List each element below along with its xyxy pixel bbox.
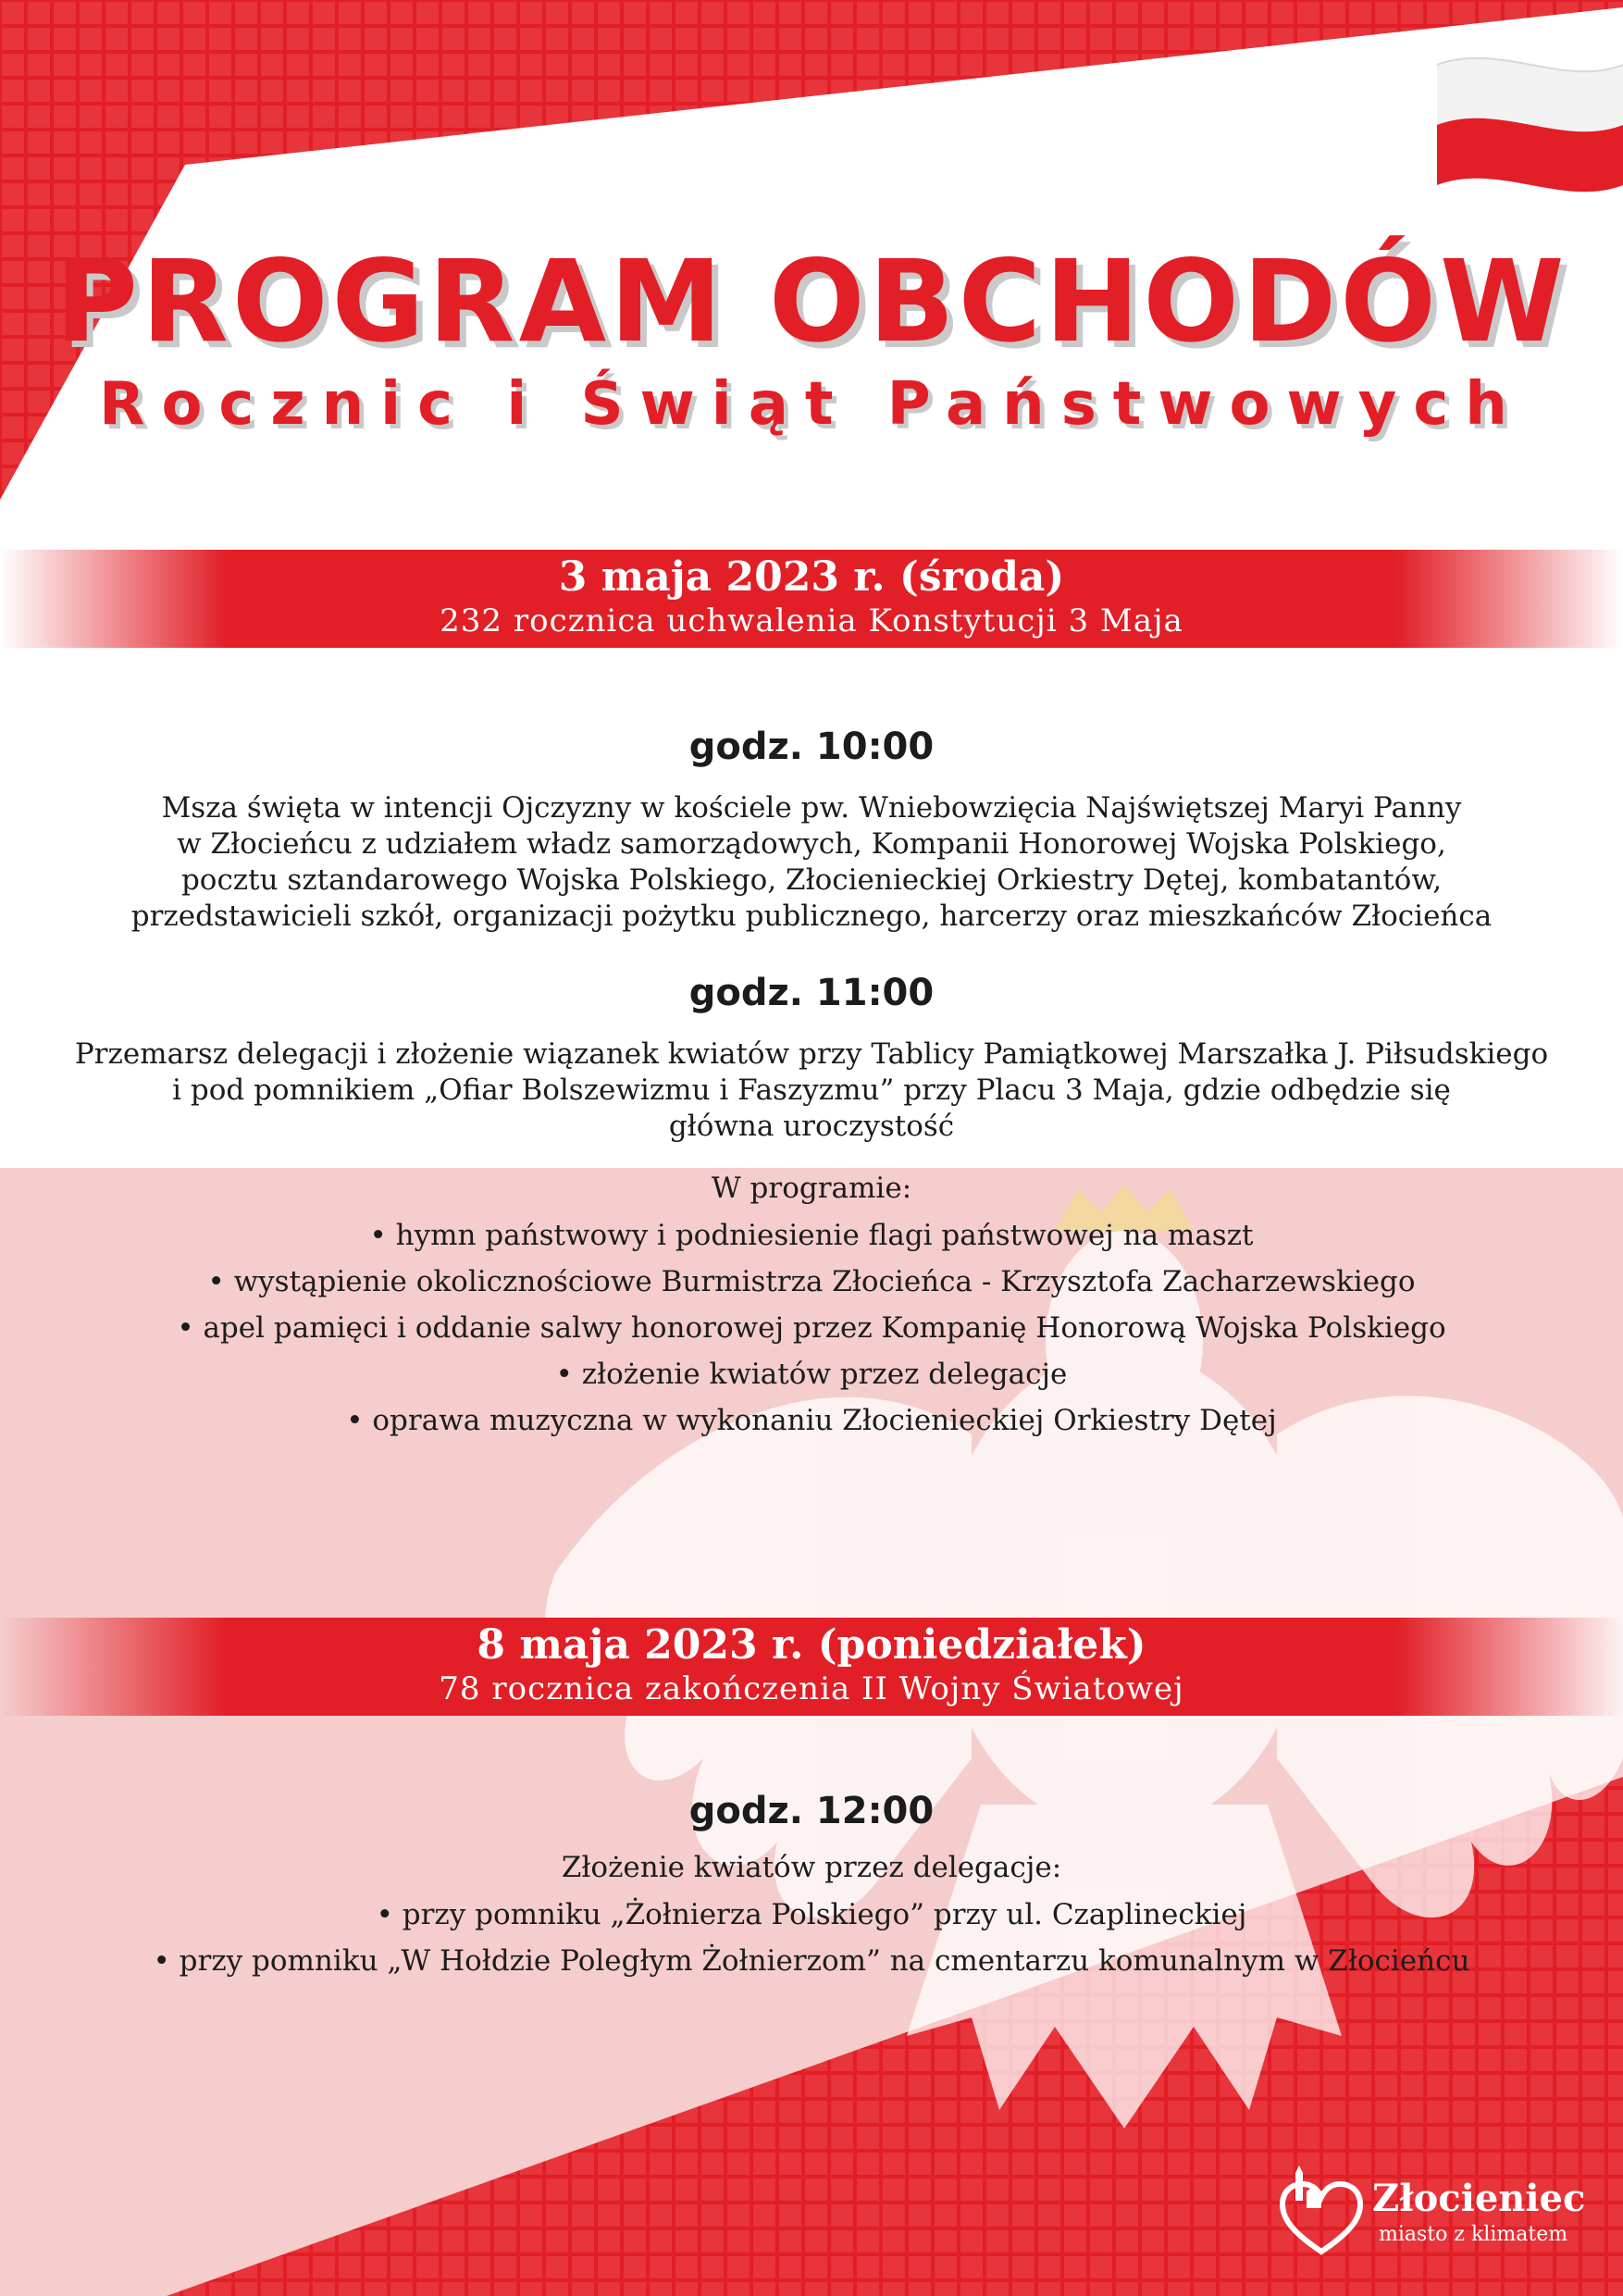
city-logo [1275, 2164, 1608, 2265]
program-item: • przy pomniku „W Hołdzie Poległym Żołnierzom” na cmentarzu komunalnym w Złocieńcu [153, 1944, 1470, 1978]
description-line: w Złocieńcu z udziałem władz samorządowych, Kompanii Honorowej Wojska Polskiego, [177, 827, 1446, 861]
heart-church-icon [1275, 2164, 1368, 2265]
event-1-banner [0, 550, 1623, 648]
event-2-list [56, 1892, 1567, 1984]
event-2-date: 8 maja 2023 r. (poniedziałek) [477, 1621, 1146, 1669]
description-line: i pod pomnikiem „Ofiar Bolszewizmu i Faszyzmu” przy Placu 3 Maja, gdzie odbędzie się [172, 1074, 1451, 1107]
program-item: • złożenie kwiatów przez delegacje [555, 1358, 1068, 1391]
program-heading: W programie: [711, 1172, 912, 1205]
program-item: • wystąpienie okolicznościowe Burmistrza Złocieńca - Krzysztofa Zacharzewskiego [207, 1265, 1416, 1298]
logo-name: Złocieniec [1372, 2177, 1586, 2220]
event-2-intro: Złożenie kwiatów przez delegacje: [561, 1851, 1062, 1884]
description-line: przedstawicieli szkół, organizacji pożytku publicznego, harcerzy oraz mieszkańców Złocieńca [130, 900, 1493, 933]
event-1-item-2 [56, 970, 1567, 1145]
event-1-program [56, 1170, 1567, 1444]
event-1-description-2 [56, 1036, 1567, 1145]
page-title: PROGRAM OBCHODÓW [55, 236, 1568, 367]
description-line: główna uroczystość [668, 1110, 955, 1143]
event-2-item [56, 1788, 1567, 1984]
event-2-time: godz. 12:00 [688, 1790, 935, 1832]
description-line: Przemarsz delegacji i złożenie wiązanek kwiatów przy Tablicy Pamiątkowej Marszałka J. Piłsudskiego [74, 1037, 1549, 1071]
event-2-occasion: 78 rocznica zakończenia II Wojny Światowej [439, 1670, 1184, 1707]
description-line: Msza święta w intencji Ojczyzny w kościele pw. Wniebowzięcia Najświętszej Maryi Panny [161, 791, 1462, 825]
program-item: • apel pamięci i oddanie salwy honorowej przez Kompanię Honorową Wojska Polskiego [177, 1311, 1446, 1345]
program-item: • oprawa muzyczna w wykonaniu Złocienieckiej Orkiestry Dętej [346, 1404, 1277, 1437]
logo-tagline: miasto z klimatem [1379, 2223, 1568, 2246]
event-1-date: 3 maja 2023 r. (środa) [558, 553, 1065, 601]
page-subtitle: Rocznic i Świąt Państwowych [99, 370, 1524, 439]
program-list [56, 1212, 1567, 1444]
description-line: pocztu sztandarowego Wojska Polskiego, Złocienieckiej Orkiestry Dętej, kombatantów, [180, 863, 1443, 897]
program-item: • przy pomniku „Żołnierza Polskiego” przy ul. Czaplineckiej [376, 1898, 1247, 1931]
event-1-occasion: 232 rocznica uchwalenia Konstytucji 3 Maja [440, 602, 1183, 639]
event-1-description-1 [56, 790, 1567, 935]
event-2-banner [0, 1618, 1623, 1716]
event-1-time-2: godz. 11:00 [688, 972, 935, 1014]
event-1-time-1: godz. 10:00 [688, 726, 935, 768]
event-1-item-1 [56, 724, 1567, 935]
program-item: • hymn państwowy i podniesienie flagi państwowej na maszt [369, 1219, 1254, 1252]
